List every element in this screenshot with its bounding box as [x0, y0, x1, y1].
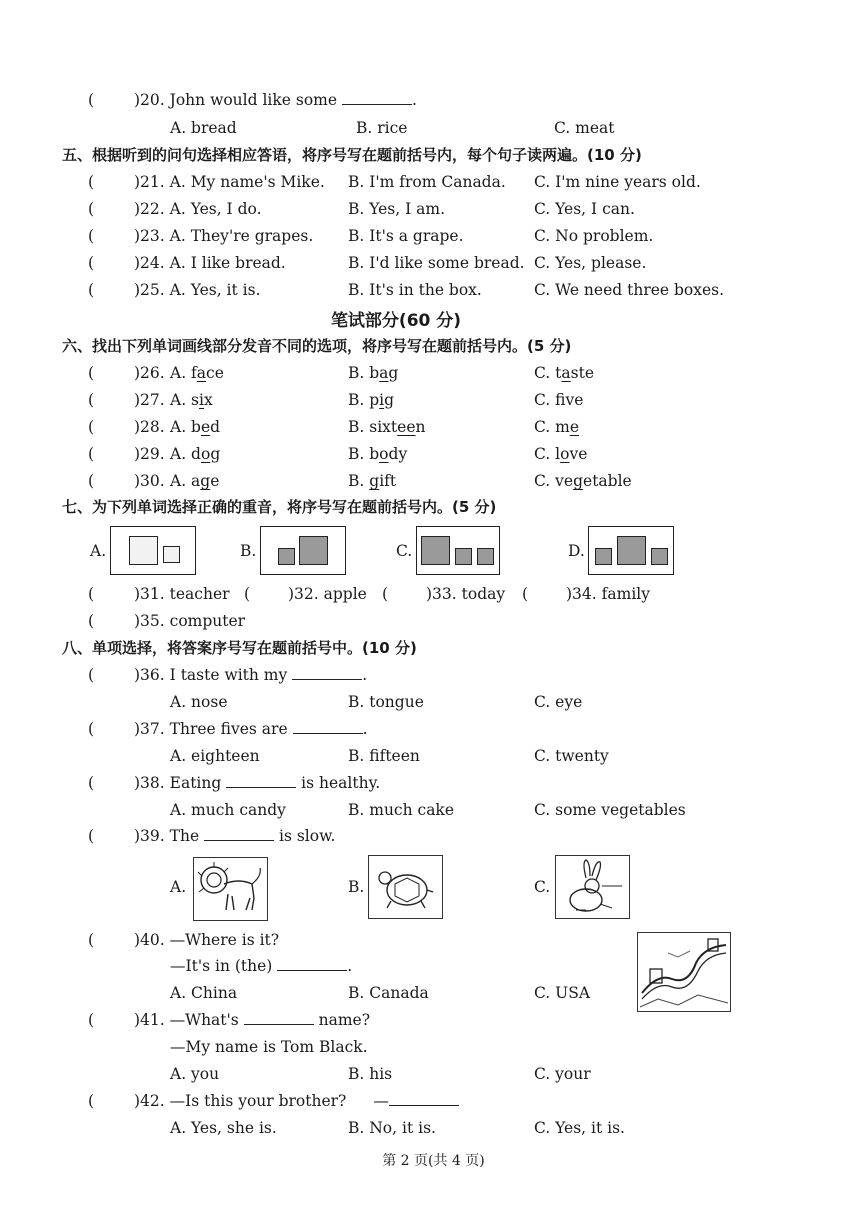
option-c: C. Yes, I can. — [534, 200, 635, 218]
answer-paren[interactable]: ( — [88, 1011, 95, 1029]
answer-blank[interactable] — [204, 826, 274, 841]
question-number: )39. — [134, 827, 165, 845]
word-part: B. sixt — [348, 418, 398, 436]
underlined-letters: o — [200, 445, 211, 463]
question-number: )36. — [134, 666, 165, 684]
option-a: A. you — [170, 1065, 220, 1083]
word-part: d — [210, 418, 221, 436]
word-part: B. b — [348, 364, 380, 382]
question-32 — [288, 584, 367, 604]
option-c: C. We need three boxes. — [534, 281, 725, 299]
option-b: B. It's in the box. — [348, 281, 482, 299]
word-part: A. d — [170, 445, 201, 463]
answer-paren[interactable]: ( — [88, 666, 95, 684]
option-a: A. bread — [170, 119, 237, 137]
underlined-letters: a — [561, 364, 571, 382]
question-text: John would like some — [169, 91, 338, 109]
stress-pattern-c — [416, 526, 500, 575]
section-6-title: 六、找出下列单词画线部分发音不同的选项，将序号写在题前括号内。(5 分) — [62, 337, 572, 355]
section-5-title: 五、根据听到的问句选择相应答语，将序号写在题前括号内，每个句子读两遍。(10 分) — [62, 146, 642, 164]
question-number: )35. — [134, 612, 165, 630]
word-part: g — [210, 445, 221, 463]
question-number: )21. — [134, 173, 165, 191]
option-b: B. Yes, I am. — [348, 200, 446, 218]
answer-paren[interactable]: ( — [88, 774, 95, 792]
question-21 — [134, 172, 325, 192]
word-part: C. t — [534, 364, 562, 382]
question-35 — [134, 611, 245, 631]
answer-blank[interactable] — [277, 956, 347, 971]
word-part: g — [384, 391, 395, 409]
underlined-letters: g — [200, 472, 211, 490]
stressed-syllable — [129, 536, 158, 565]
word: today — [461, 585, 506, 603]
question-text: —Where is it? — [169, 931, 280, 949]
option-c: C. your — [534, 1065, 591, 1083]
word-part: ift — [379, 472, 397, 490]
question-number: )26. — [134, 364, 165, 382]
word: computer — [169, 612, 246, 630]
stressed-syllable — [299, 536, 328, 565]
answer-blank[interactable] — [292, 665, 362, 680]
question-number: )25. — [134, 281, 165, 299]
option-a — [170, 444, 220, 464]
question-number: )34. — [566, 585, 597, 603]
stressed-syllable — [421, 536, 450, 565]
option-b: B. Canada — [348, 984, 429, 1002]
question-37 — [134, 719, 368, 739]
option-b: B. tongue — [348, 693, 424, 711]
option-a: A. Yes, she is. — [170, 1119, 277, 1137]
question-24 — [134, 253, 286, 273]
option-c: C. USA — [534, 984, 591, 1002]
answer-paren[interactable]: ( — [244, 585, 251, 603]
unstressed-syllable — [651, 548, 668, 565]
answer-paren[interactable]: ( — [88, 418, 95, 436]
option-c: C. Yes, it is. — [534, 1119, 625, 1137]
unstressed-syllable — [595, 548, 612, 565]
word-part: ve — [565, 391, 584, 409]
answer-blank[interactable] — [389, 1091, 459, 1106]
punct: . — [362, 666, 368, 684]
option-b: B. No, it is. — [348, 1119, 436, 1137]
word-part: A. b — [170, 418, 201, 436]
option-a: A. eighteen — [170, 747, 260, 765]
word-part: e — [210, 472, 220, 490]
stressed-syllable — [617, 536, 646, 565]
question-number: )37. — [134, 720, 165, 738]
underlined-letters: o — [560, 445, 570, 463]
answer-paren[interactable]: ( — [88, 254, 95, 272]
word-part: dy — [388, 445, 408, 463]
option-c — [534, 471, 632, 491]
underlined-letters: a — [379, 364, 389, 382]
question-42 — [134, 1091, 459, 1111]
option-a — [170, 363, 224, 383]
answer-blank[interactable] — [226, 773, 296, 788]
option-c — [534, 363, 594, 383]
option-b: B. rice — [356, 119, 408, 137]
option-b: B. I'm from Canada. — [348, 173, 506, 191]
stress-option-b-label: B. — [240, 542, 257, 560]
question-20 — [134, 90, 417, 110]
underlined-letters: g — [573, 472, 584, 490]
underlined-letters: e — [200, 418, 211, 436]
question-25 — [134, 280, 261, 300]
answer-paren[interactable]: ( — [88, 173, 95, 191]
word-part: ve — [569, 445, 588, 463]
question-number: )22. — [134, 200, 165, 218]
answer-paren[interactable]: ( — [88, 1092, 95, 1110]
option-c: C. I'm nine years old. — [534, 173, 701, 191]
unstressed-syllable — [278, 548, 295, 565]
question-22 — [134, 199, 262, 219]
question-38 — [134, 773, 380, 793]
question-text: is slow. — [279, 827, 336, 845]
option-a: A. — [170, 878, 187, 896]
word-part: etable — [583, 472, 632, 490]
question-text: —Is this your brother? — [169, 1092, 347, 1110]
word-part: C. ve — [534, 472, 574, 490]
question-number: )28. — [134, 418, 165, 436]
option-b — [348, 390, 394, 410]
underlined-letters: ee — [397, 418, 416, 436]
answer-paren[interactable]: ( — [88, 827, 95, 845]
word-part: C. m — [534, 418, 570, 436]
answer-blank[interactable] — [244, 1010, 314, 1025]
option-a: A. I like bread. — [169, 254, 286, 272]
option-a — [170, 471, 219, 491]
question-40-line2 — [170, 956, 352, 976]
option-a: A. China — [170, 984, 238, 1002]
option-c — [534, 444, 587, 464]
option-c: C. meat — [554, 119, 615, 137]
option-c: C. eye — [534, 693, 583, 711]
question-23 — [134, 226, 313, 246]
question-number: )41. — [134, 1011, 165, 1029]
option-c: C. some vegetables — [534, 801, 686, 819]
option-b: B. — [348, 878, 365, 896]
underlined-letters: i — [379, 391, 385, 409]
stress-option-c-label: C. — [396, 542, 413, 560]
answer-paren[interactable]: ( — [88, 281, 95, 299]
answer-paren[interactable]: ( — [88, 720, 95, 738]
answer-paren[interactable]: ( — [88, 200, 95, 218]
question-number: )24. — [134, 254, 165, 272]
question-text: Eating — [169, 774, 222, 792]
answer-paren[interactable]: ( — [88, 612, 95, 630]
answer-paren[interactable]: ( — [88, 931, 95, 949]
underlined-letters: a — [196, 364, 207, 382]
option-c — [534, 417, 579, 437]
word-part: C. f — [534, 391, 566, 409]
word-part: n — [415, 418, 426, 436]
punct: . — [411, 91, 417, 109]
option-a — [170, 390, 213, 410]
option-b — [348, 363, 398, 383]
section-7-title: 七、为下列单词选择正确的重音，将序号写在题前括号内。(5 分) — [62, 498, 497, 516]
option-a: A. nose — [170, 693, 228, 711]
option-b: B. much cake — [348, 801, 455, 819]
word-part: A. s — [170, 391, 200, 409]
question-text: is healthy. — [301, 774, 381, 792]
question-number: )23. — [134, 227, 165, 245]
option-b: B. his — [348, 1065, 393, 1083]
turtle-picture-icon — [368, 855, 443, 919]
question-number: )30. — [134, 472, 165, 490]
option-a: A. Yes, I do. — [169, 200, 262, 218]
underlined-letters: e — [569, 418, 580, 436]
option-b — [348, 417, 425, 437]
answer-paren[interactable]: ( — [88, 445, 95, 463]
word-part: B. b — [348, 445, 380, 463]
lion-picture-icon — [193, 857, 268, 921]
question-36 — [134, 665, 367, 685]
question-number: )27. — [134, 391, 165, 409]
underlined-letters: g — [369, 472, 380, 490]
option-c: C. Yes, please. — [534, 254, 647, 272]
question-number: )31. — [134, 585, 165, 603]
answer-paren[interactable]: ( — [88, 472, 95, 490]
word-part: x — [203, 391, 213, 409]
question-text: Three fives are — [169, 720, 288, 738]
question-text: —What's — [169, 1011, 239, 1029]
option-a: A. Yes, it is. — [169, 281, 261, 299]
answer-paren[interactable]: ( — [382, 585, 389, 603]
word-part: B. p — [348, 391, 380, 409]
rabbit-picture-icon — [555, 855, 630, 919]
page-footer: 第 2 页(共 4 页) — [382, 1153, 485, 1169]
answer-blank[interactable] — [293, 719, 363, 734]
answer-paren[interactable]: ( — [88, 391, 95, 409]
stress-pattern-d — [588, 526, 674, 575]
punct: . — [347, 957, 353, 975]
word-part: ce — [206, 364, 224, 382]
option-b: B. I'd like some bread. — [348, 254, 525, 272]
question-number: )40. — [134, 931, 165, 949]
word-part: A. f — [170, 364, 197, 382]
stress-pattern-a — [110, 526, 196, 575]
option-b — [348, 444, 407, 464]
option-c — [534, 390, 583, 410]
word-part: B. — [348, 472, 370, 490]
question-39 — [134, 826, 335, 846]
stress-option-a-label: A. — [90, 542, 107, 560]
answer-paren[interactable]: ( — [88, 364, 95, 382]
answer-blank[interactable] — [342, 90, 412, 105]
question-text: The — [169, 827, 200, 845]
question-40 — [134, 930, 279, 950]
option-b — [348, 471, 396, 491]
answer-paren[interactable]: ( — [88, 91, 95, 109]
section-8-title: 八、单项选择，将答案序号写在题前括号中。(10 分) — [62, 639, 417, 657]
unstressed-syllable — [477, 548, 494, 565]
question-31 — [134, 584, 230, 604]
question-41-line2: —My name is Tom Black. — [170, 1038, 368, 1056]
word-part: C. l — [534, 445, 561, 463]
word-part: ste — [570, 364, 594, 382]
answer-paren[interactable]: ( — [522, 585, 529, 603]
option-b: B. It's a grape. — [348, 227, 464, 245]
unstressed-syllable — [455, 548, 472, 565]
option-a: A. My name's Mike. — [169, 173, 325, 191]
question-34 — [566, 584, 650, 604]
unstressed-syllable — [163, 546, 180, 563]
option-c: C. twenty — [534, 747, 609, 765]
question-number: )29. — [134, 445, 165, 463]
answer-paren[interactable]: ( — [88, 585, 95, 603]
written-part-title: 笔试部分(60 分) — [330, 311, 462, 331]
stress-pattern-b — [260, 526, 346, 575]
question-text: name? — [318, 1011, 371, 1029]
question-number: )20. — [134, 91, 165, 109]
question-number: )32. — [288, 585, 319, 603]
question-text: —It's in (the) — [170, 957, 273, 975]
question-41 — [134, 1010, 370, 1030]
dash: — — [373, 1092, 389, 1110]
punct: . — [362, 720, 368, 738]
stress-option-d-label: D. — [568, 542, 585, 560]
option-c: C. No problem. — [534, 227, 654, 245]
word: family — [601, 585, 650, 603]
option-a: A. They're grapes. — [169, 227, 314, 245]
underlined-letters: i — [199, 391, 204, 409]
question-number: )33. — [426, 585, 457, 603]
question-33 — [426, 584, 505, 604]
word: apple — [323, 585, 367, 603]
question-text: I taste with my — [169, 666, 288, 684]
word-part: A. a — [170, 472, 201, 490]
answer-paren[interactable]: ( — [88, 227, 95, 245]
underlined-letters: o — [379, 445, 389, 463]
question-number: )38. — [134, 774, 165, 792]
option-c: C. — [534, 878, 551, 896]
great-wall-picture-icon — [637, 932, 731, 1012]
option-a — [170, 417, 220, 437]
word-part: g — [388, 364, 399, 382]
word: teacher — [169, 585, 230, 603]
question-number: )42. — [134, 1092, 165, 1110]
option-a: A. much candy — [170, 801, 286, 819]
option-b: B. fifteen — [348, 747, 420, 765]
